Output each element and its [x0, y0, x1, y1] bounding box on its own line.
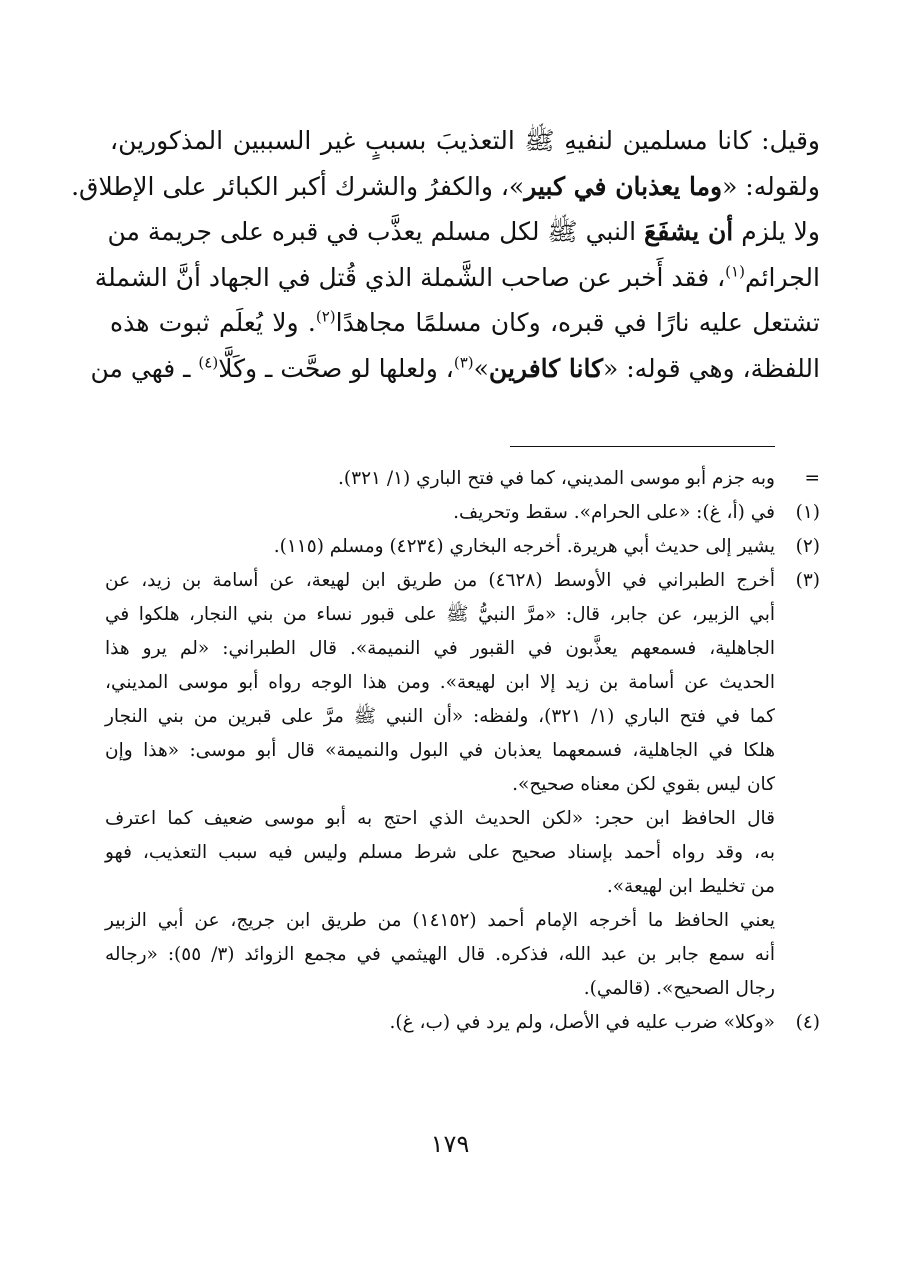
bold-quote: كانا كافرين — [488, 353, 603, 383]
footnote-line: يعني الحافظ ما أخرجه الإمام أحمد (١٤١٥٢) من طريق ابن جريج، عن أبي الزبير — [105, 910, 775, 931]
bold-phrase: أن يشفَعَ — [644, 217, 734, 246]
footnote-ref-2[interactable]: (٢) — [315, 307, 336, 326]
footnote-number: (٣) — [795, 570, 820, 591]
footnote-line: وبه جزم أبو موسى المديني، كما في فتح الباري (١/ ٣٢١). — [338, 468, 775, 489]
text-segment: ولقوله: « — [722, 171, 820, 201]
text-segment: تشتعل عليه نارًا في قبره، وكان مسلمًا مجاهدًا — [335, 308, 821, 337]
footnote-ref-3[interactable]: (٣) — [453, 353, 474, 372]
main-paragraph — [71, 118, 821, 391]
main-text-block — [71, 118, 821, 391]
footnote-line: في (أ، غ): «على الحرام». سقط وتحريف. — [453, 502, 775, 523]
text-segment: »، والكفرُ والشرك أكبر الكبائر على الإطلاق. — [71, 171, 525, 201]
footnote-line: يشير إلى حديث أبي هريرة. أخرجه البخاري (٤٢٣٤) ومسلم (١١٥). — [273, 536, 775, 557]
footnote-line: أخرج الطبراني في الأوسط (٤٦٢٨) من طريق ابن لهيعة، عن أسامة بن زيد، عن — [105, 570, 775, 591]
footnote-line: أنه سمع جابر بن عبد الله، فذكره. قال الهيثمي في مجمع الزوائد (٣/ ٥٥): «رجاله — [105, 944, 775, 965]
page-number: ١٧٩ — [430, 1130, 470, 1158]
footnote-continuation — [105, 462, 820, 496]
text-segment: اللفظة، وهي قوله: « — [602, 353, 820, 383]
footnote-line: هلكا في الجاهلية، فسمعهما يعذبان في البول والنميمة» قال أبو موسى: «هذا وإن — [105, 740, 775, 761]
text-segment: الجرائم — [744, 262, 820, 292]
footnote-line: «وكلا» ضرب عليه في الأصل، ولم يرد في (ب، غ). — [389, 1012, 775, 1033]
footnote-4 — [105, 1006, 820, 1040]
footnote-line: كما في فتح الباري (١/ ٣٢١)، ولفظه: «أن النبي ﷺ مرَّ على قبرين من بني النجار — [105, 706, 775, 727]
text-segment: . ولا يُعلَم ثبوت هذه — [110, 308, 316, 337]
text-segment: ، ولعلها لو صحَّت ـ وكَلَّا — [218, 353, 454, 383]
main-line-4 — [94, 255, 820, 301]
text-segment: » — [473, 353, 489, 383]
footnote-line: من تخليط ابن لهيعة». — [606, 876, 775, 897]
footnote-divider — [510, 446, 775, 447]
footnote-ref-1[interactable]: (١) — [725, 262, 745, 281]
footnotes-block — [105, 462, 820, 1040]
footnote-line: به، وقد رواه أحمد بإسناد صحيح على شرط مسلم وليس فيه سبب التعذيب، فهو — [105, 842, 775, 863]
footnote-number: (١) — [795, 502, 820, 523]
text-segment: ـ فهي من — [90, 353, 199, 383]
main-line-5 — [110, 300, 820, 346]
bold-quote: وما يعذبان في كبير — [524, 171, 723, 201]
footnote-line: أبي الزبير، عن جابر، قال: «مرَّ النبيُّ ﷺ على قبور نساء من بني النجار، هلكوا في — [105, 604, 775, 625]
text-segment: النبي ﷺ لكل مسلم يعذَّب في قبره على جريمة من — [107, 217, 645, 246]
footnote-1 — [105, 496, 820, 530]
footnote-number: (٢) — [795, 536, 820, 557]
footnote-line: كان ليس بقوي لكن معناه صحيح». — [512, 774, 775, 795]
main-line-1: وقيل: كانا مسلمين لنفيهِ ﷺ التعذيبَ بسببٍ غير السببين المذكورين، — [110, 126, 820, 155]
main-line-3 — [107, 209, 820, 255]
text-segment: ، فقد أَخبر عن صاحب الشَّملة الذي قُتل في الجهاد أنَّ الشملة — [94, 262, 726, 292]
footnote-ref-4[interactable]: (٤) — [198, 353, 219, 372]
footnote-3 — [105, 564, 820, 1006]
footnote-line: الجاهلية، فسمعهم يعذَّبون في القبور في النميمة». قال الطبراني: «لم يرو هذا — [105, 638, 775, 659]
text-segment: ولا يلزم — [733, 217, 820, 246]
footnote-line: الحديث عن أسامة بن زيد إلا ابن لهيعة». ومن هذا الوجه رواه أبو موسى المديني، — [105, 672, 775, 693]
footnote-line: قال الحافظ ابن حجر: «لكن الحديث الذي احتج به أبو موسى ضعيف كما اعترف — [105, 808, 775, 829]
main-line-2 — [71, 164, 820, 210]
footnote-line: رجال الصحيح». (قالمي). — [583, 978, 775, 999]
footnote-number: = — [804, 468, 820, 489]
footnote-2 — [105, 530, 820, 564]
main-line-6 — [90, 346, 820, 392]
footnote-number: (٤) — [795, 1012, 820, 1033]
